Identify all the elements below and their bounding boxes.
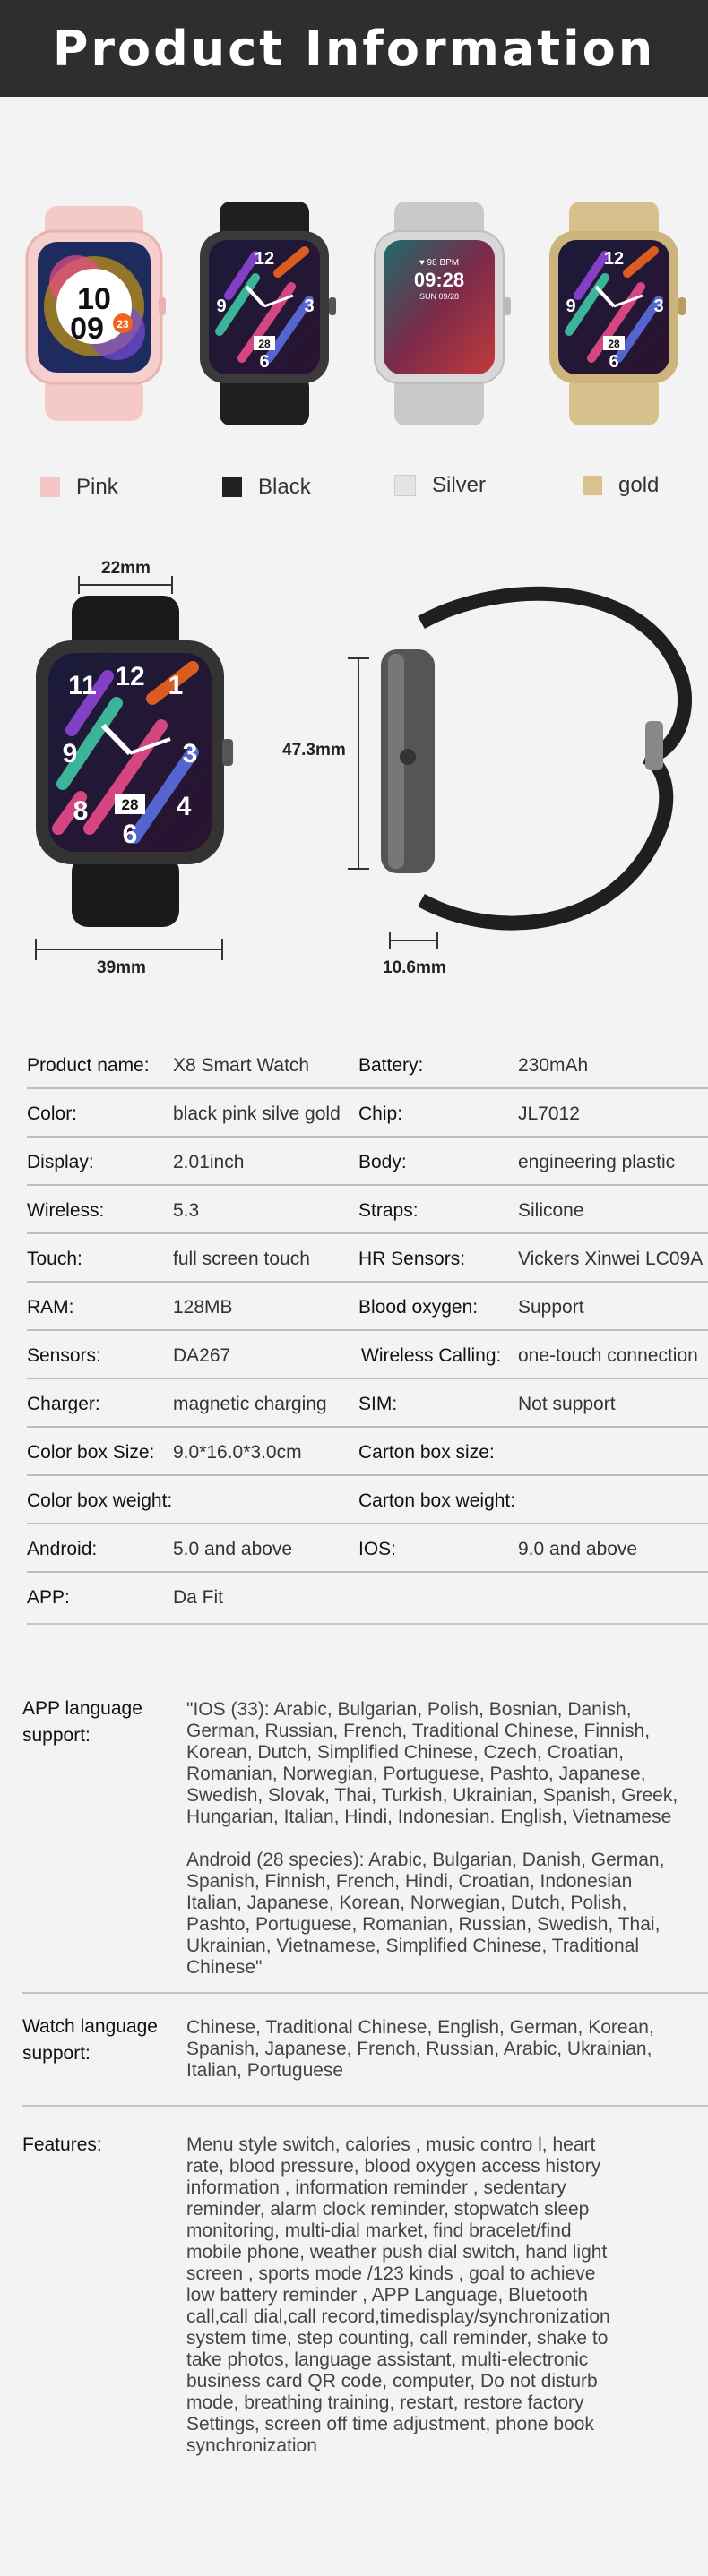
section-divider xyxy=(22,2105,708,2107)
svg-text:4: 4 xyxy=(176,792,192,821)
svg-text:28: 28 xyxy=(608,338,620,350)
section-divider xyxy=(27,1623,708,1625)
spec-row: APP: Da Fit xyxy=(27,1587,224,1608)
color-label: Silver xyxy=(432,473,487,497)
spec-row: Wireless: 5.3 Straps: Silicone xyxy=(27,1184,708,1234)
svg-text:3: 3 xyxy=(182,739,198,769)
color-option-black xyxy=(222,475,311,500)
svg-text:6: 6 xyxy=(609,352,619,372)
svg-text:3: 3 xyxy=(304,296,315,316)
silver-swatch xyxy=(394,475,416,496)
color-option-silver xyxy=(394,473,486,498)
page-header xyxy=(0,0,708,97)
watch-language-list: Chinese, Traditional Chinese, English, German, Korean, Spanish, Japanese, French, Russian, Arabic, Ukrainian, Italian, Portuguese xyxy=(186,2017,654,2081)
spec-row: Touch: full screen touch HR Sensors: Vickers Xinwei LC09A xyxy=(27,1232,708,1283)
spec-row: Charger: magnetic charging SIM: Not support xyxy=(27,1378,708,1428)
color-variants-image xyxy=(0,197,708,448)
spec-row: Color box Size: 9.0*16.0*3.0cm Carton box size: xyxy=(27,1426,708,1476)
features-label: Features: xyxy=(22,2134,102,2155)
svg-text:9: 9 xyxy=(566,296,576,316)
svg-text:12: 12 xyxy=(254,249,275,269)
dimension-height: 47.3mm xyxy=(282,741,346,760)
svg-text:8: 8 xyxy=(73,796,89,826)
svg-text:12: 12 xyxy=(603,249,625,269)
pink-swatch xyxy=(40,477,60,497)
dimension-body-width: 39mm xyxy=(97,958,146,977)
watch-language-label: Watch language support: xyxy=(22,2016,158,2064)
svg-text:12: 12 xyxy=(115,662,145,691)
spec-row: Sensors: DA267 Wireless Calling: one-touch connection xyxy=(27,1329,708,1379)
dimension-width: 22mm xyxy=(101,559,151,578)
svg-text:6: 6 xyxy=(259,352,270,372)
pink-watch xyxy=(27,206,166,421)
svg-text:23: 23 xyxy=(117,318,129,331)
svg-text:28: 28 xyxy=(258,338,271,350)
svg-text:28: 28 xyxy=(121,796,139,813)
svg-text:6: 6 xyxy=(122,820,138,849)
spec-row: RAM: 128MB Blood oxygen: Support xyxy=(27,1281,708,1331)
app-language-android: Android (28 species): Arabic, Bulgarian, Danish, German, Spanish, Finnish, French, Hindi, Croatian, Indonesian Italian, Japanese, Korean, Norwegian, Dutch, Polish, Pashto, Portuguese, Romanian, Russian, Swedish, Thai, Ukrainian, Vietnamese, Simplified Chinese, Traditional Chinese" xyxy=(186,1850,665,1978)
side-watch-diagram xyxy=(381,594,685,923)
color-label: Pink xyxy=(76,475,118,499)
color-option-pink xyxy=(40,475,118,500)
svg-text:♥ 98 BPM: ♥ 98 BPM xyxy=(419,258,460,268)
spec-row: Display: 2.01inch Body: engineering plastic xyxy=(27,1136,708,1186)
section-divider xyxy=(22,1992,708,1994)
spec-row: Color: black pink silve gold Chip: JL7012 xyxy=(27,1087,708,1138)
svg-text:09:28: 09:28 xyxy=(413,269,465,291)
svg-text:9: 9 xyxy=(216,296,227,316)
spec-row: Android: 5.0 and above IOS: 9.0 and above xyxy=(27,1523,708,1573)
dimension-thickness: 10.6mm xyxy=(383,958,446,977)
svg-text:3: 3 xyxy=(653,296,664,316)
black-swatch xyxy=(222,477,242,497)
svg-text:SUN 09/28: SUN 09/28 xyxy=(419,292,460,301)
black-watch xyxy=(200,202,336,425)
app-language-label: APP language support: xyxy=(22,1698,142,1746)
page-title: Product Information xyxy=(52,20,656,77)
svg-text:10: 10 xyxy=(77,282,111,316)
dimension-diagram xyxy=(0,551,708,990)
features-list: Menu style switch, calories , music contro l, heart rate, blood pressure, blood oxygen access history information , information reminder , sedentary reminder, alarm clock reminder, stopwatch sleep monitoring, multi-dial market, find bracelet/find mobile phone, weather push dial switch, hand light screen , sports mode /123 kinds , goal to achieve low battery reminder , APP Language, Bluetooth call,call dial,call record,timedisplay/synchronization system time, step counting, call reminder, shake to take photos, language assistant, multi-electronic business card QR code, computer, Do not disturb mode, breathing training, restart, restore factory Settings, screen off time adjustment, phone book synchronization xyxy=(186,2134,610,2456)
svg-text:09: 09 xyxy=(70,312,104,346)
spec-table xyxy=(0,1039,708,1608)
color-label: gold xyxy=(618,473,660,497)
color-option-gold xyxy=(583,473,659,498)
app-language-ios: "IOS (33): Arabic, Bulgarian, Polish, Bosnian, Danish, German, Russian, French, Traditional Chinese, Finnish, Korean, Dutch, Simplified Chinese, Czech, Croatian, Romanian, Norwegian, Portuguese, Pashto, Japanese, Swedish, Slovak, Thai, Turkish, Ukrainian, Spanish, Greek, Hungarian, Italian, Hindi, Indonesian. English, Vietnamese xyxy=(186,1699,678,1827)
color-label: Black xyxy=(258,475,311,499)
spec-row: Product name: X8 Smart Watch Battery: 230mAh xyxy=(27,1039,708,1089)
spec-row: Color box weight: Carton box weight: xyxy=(27,1474,708,1524)
svg-text:9: 9 xyxy=(62,739,78,769)
gold-swatch xyxy=(583,476,602,495)
front-watch-diagram xyxy=(36,596,233,927)
gold-watch xyxy=(549,202,686,425)
silver-watch xyxy=(375,202,511,425)
svg-text:1: 1 xyxy=(168,671,184,700)
svg-text:11: 11 xyxy=(68,671,97,700)
